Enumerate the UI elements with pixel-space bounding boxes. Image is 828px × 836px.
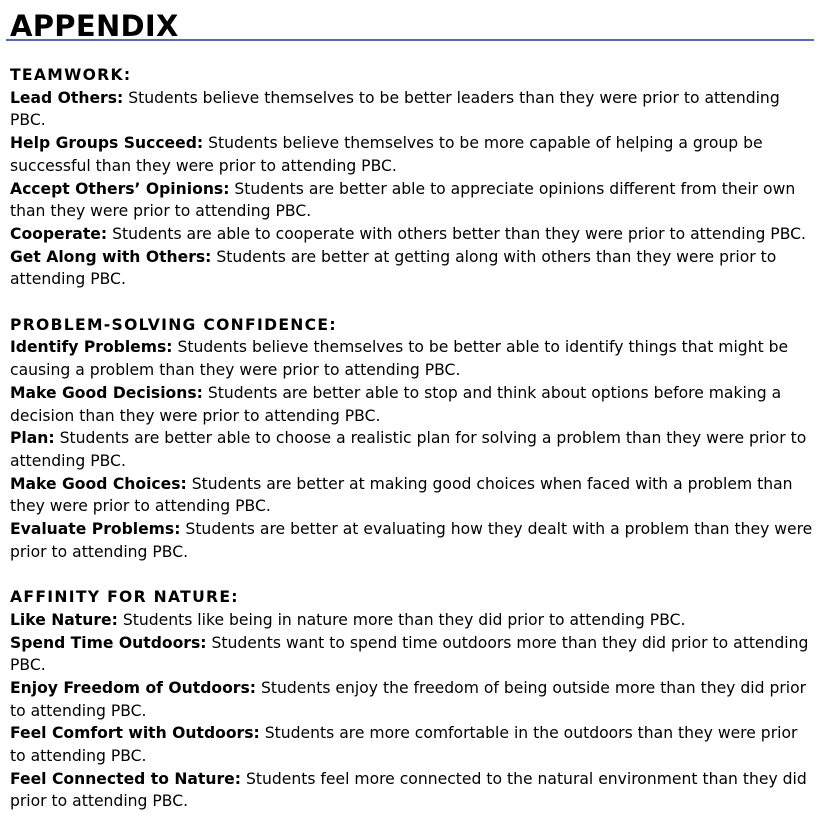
- list-item: [10, 768, 816, 813]
- list-item: [10, 473, 816, 518]
- section-heading: AFFINITY FOR NATURE:: [10, 588, 239, 607]
- item-text: Students are better able to appreciate opinions different from their own than they were prior to attending PBC.: [10, 179, 796, 221]
- page-title: APPENDIX: [10, 9, 179, 43]
- list-item: [10, 336, 816, 381]
- item-text: Students are better at getting along with others than they were prior to attending PBC.: [10, 247, 777, 289]
- list-item: [10, 246, 816, 291]
- list-item: [10, 632, 816, 677]
- item-label: Help Groups Succeed:: [10, 134, 204, 153]
- item-text: Students are better at making good choices when faced with a problem than they were prior to attending PBC.: [10, 474, 793, 516]
- appendix-content: [10, 64, 816, 836]
- item-text: Students are able to cooperate with others better than they were prior to attending PBC.: [112, 224, 806, 243]
- item-text: Students want to spend time outdoors more than they did prior to attending PBC.: [10, 633, 809, 675]
- section-heading: TEAMWORK:: [10, 66, 132, 84]
- list-item: [10, 178, 816, 223]
- section-heading: PROBLEM-SOLVING CONFIDENCE:: [10, 315, 337, 334]
- item-text: Students like being in nature more than they did prior to attending PBC.: [122, 610, 686, 629]
- item-label: Make Good Decisions:: [10, 383, 203, 402]
- item-text: Students are better at evaluating how they dealt with a problem than they were prior to attending PBC.: [10, 520, 813, 561]
- item-text: Students are better able to choose a realistic plan for solving a problem than they were prior to attending PBC.: [10, 429, 807, 470]
- list-item: [10, 722, 816, 767]
- item-label: Accept Others’ Opinions:: [10, 179, 230, 198]
- list-item: [10, 223, 816, 246]
- item-label: Cooperate:: [10, 224, 108, 243]
- list-item: [10, 427, 816, 472]
- item-label: Like Nature:: [10, 610, 118, 629]
- section-problem-solving: [10, 314, 816, 564]
- item-text: Students believe themselves to be better leaders than they were prior to attending PBC.: [10, 88, 780, 130]
- list-item: [10, 87, 816, 132]
- item-label: Plan:: [10, 429, 55, 448]
- item-text: Students feel more connected to the natural environment than they did prior to attending PBC.: [10, 769, 807, 811]
- section-teamwork: [10, 64, 816, 291]
- item-text: Students believe themselves to be better able to identify things that might be causing a problem than they were prior to attending PBC.: [10, 338, 789, 380]
- item-label: Evaluate Problems:: [10, 520, 181, 539]
- item-label: Spend Time Outdoors:: [10, 633, 207, 652]
- item-text: Students are more comfortable in the outdoors than they were prior to attending PBC.: [10, 724, 798, 766]
- item-label: Get Along with Others:: [10, 247, 212, 266]
- item-text: Students enjoy the freedom of being outside more than they did prior to attending PBC.: [10, 678, 807, 720]
- list-item: [10, 132, 816, 177]
- item-label: Feel Comfort with Outdoors:: [10, 724, 260, 743]
- item-label: Feel Connected to Nature:: [10, 769, 241, 788]
- item-label: Make Good Choices:: [10, 474, 187, 493]
- section-affinity-for-nature: [10, 586, 816, 813]
- list-item: [10, 677, 816, 722]
- list-item: [10, 518, 816, 563]
- list-item: [10, 382, 816, 427]
- item-text: Students believe themselves to be more capable of helping a group be successful than they were prior to attending PBC.: [10, 134, 763, 175]
- item-text: Students are better able to stop and think about options before making a decision than they were prior to attending PBC.: [10, 383, 782, 425]
- item-label: Identify Problems:: [10, 338, 173, 357]
- list-item: [10, 609, 816, 632]
- title-underline: [6, 39, 814, 41]
- item-label: Lead Others:: [10, 88, 124, 107]
- item-label: Enjoy Freedom of Outdoors:: [10, 678, 256, 697]
